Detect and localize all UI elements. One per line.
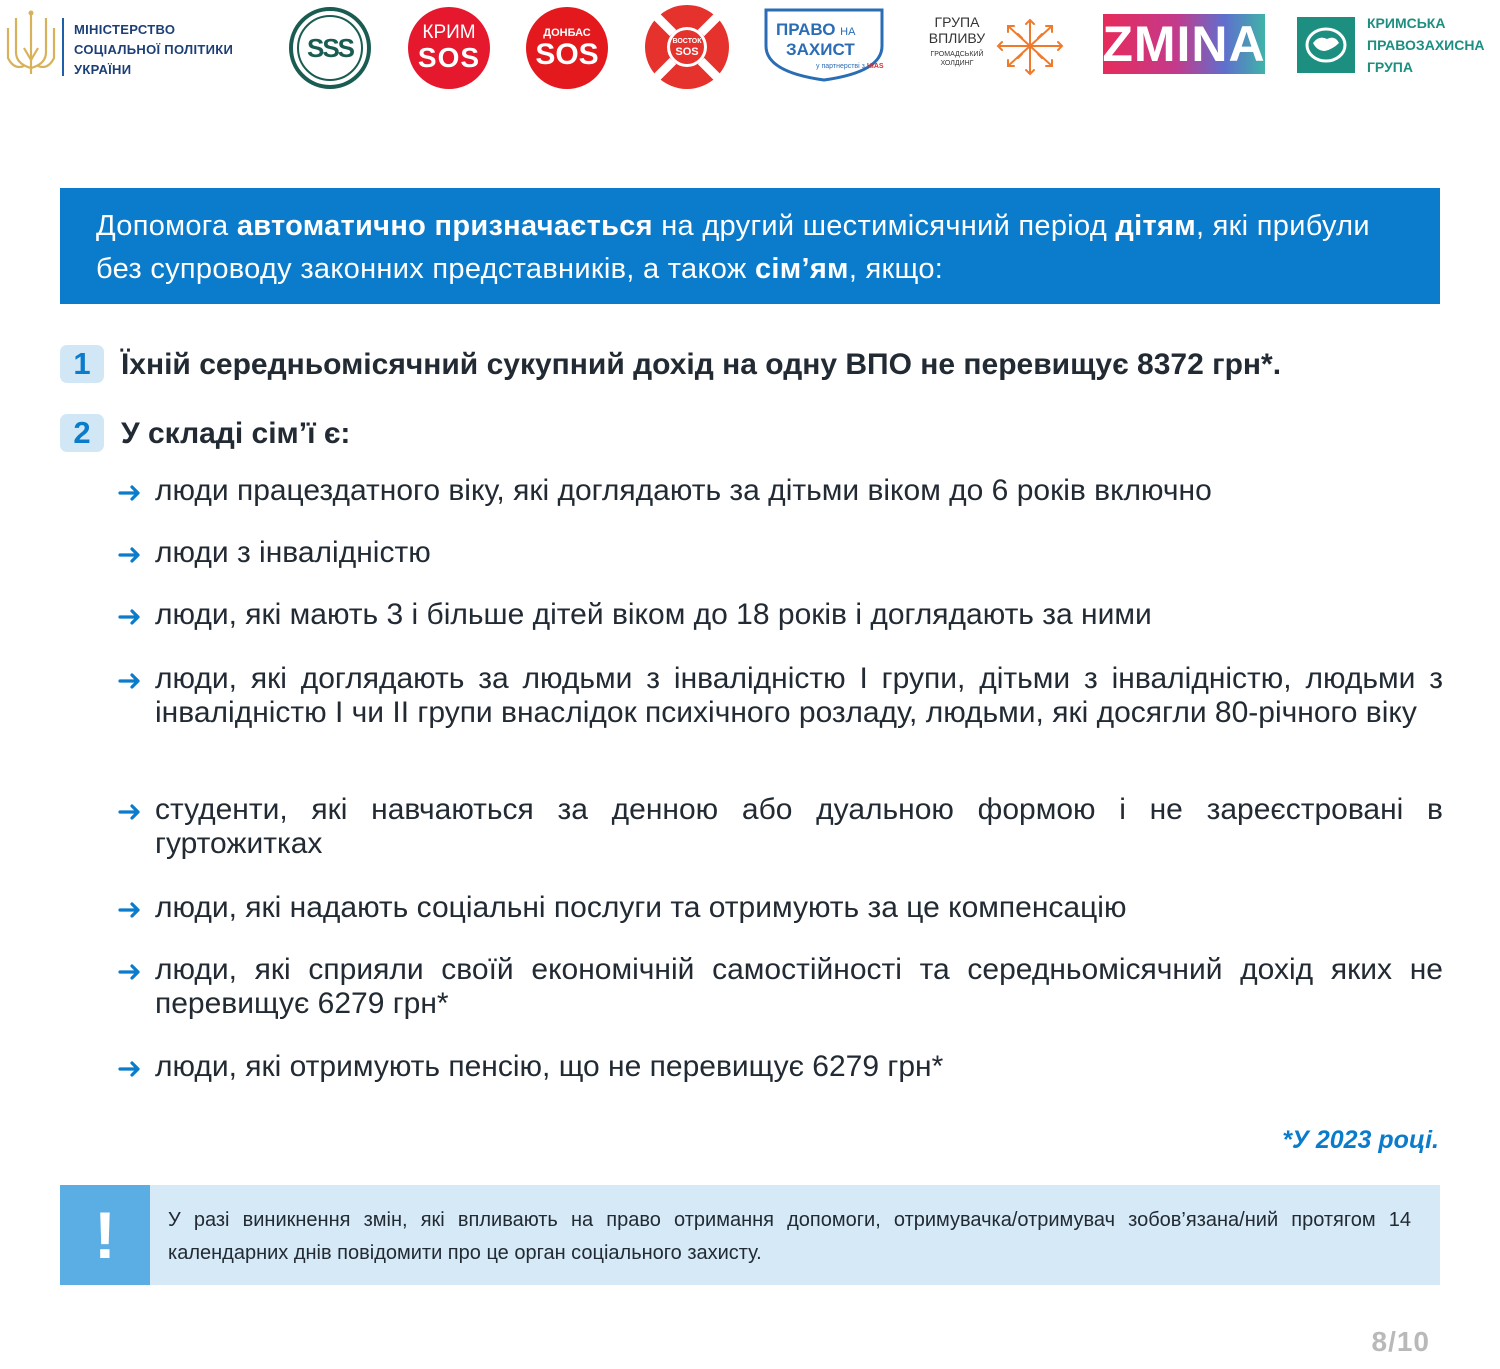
- list-item-text: люди, які сприяли своїй економічній самостійності та середньомісячний дохід яких не перевищує 6279 грн*: [155, 953, 1443, 1020]
- list-item: [118, 953, 1443, 1021]
- list-item-text: люди, які отримують пенсію, що не перевищує 6279 грн*: [155, 1050, 944, 1083]
- grupa-vplyvu-logo: [918, 12, 1078, 88]
- list-item-text: люди з інвалідністю: [155, 536, 431, 569]
- exclamation-icon: !: [60, 1185, 150, 1285]
- list-item: [118, 1050, 1443, 1084]
- grupa-title: [922, 14, 992, 46]
- grupa-line: ХОЛДИНГ: [940, 60, 974, 67]
- list-item-text: люди, які надають соціальні послуги та отримують за це компенсацію: [155, 891, 1127, 924]
- krym-sos-top: КРИМ: [422, 22, 476, 43]
- list-item-text: студенти, які навчаються за денною або дуальною формою і не зареєстровані в гуртожитках: [155, 793, 1443, 860]
- banner-emphasis: сім’ям: [754, 253, 849, 285]
- ministry-logo: [4, 8, 264, 88]
- banner-text: Допомога: [96, 210, 237, 242]
- donbas-sos-top: ДОНБАС: [543, 27, 591, 39]
- arrow-right-icon: [118, 673, 142, 689]
- list-item-text: люди, які доглядають за людьми з інвалідністю І групи, дітьми з інвалідністю, людьми з інвалідністю І чи ІІ групи внаслідок психічного розладу, людьми, які досягли 80-річного віку: [155, 662, 1443, 729]
- list-item: [118, 891, 1443, 925]
- condition-text: У складі сім’ї є:: [121, 417, 351, 450]
- pravo-partner-text: у партнерстві з: [816, 63, 865, 70]
- notice-box: [60, 1185, 1440, 1285]
- list-item: [118, 536, 1443, 570]
- krym-sos-bottom: SOS: [417, 42, 481, 73]
- ministry-name: [74, 20, 233, 80]
- pravo-na-zakhyst-logo: [762, 6, 892, 82]
- arrow-right-icon: [118, 485, 142, 501]
- kpg-line: ГРУПА: [1367, 59, 1413, 75]
- arrows-burst-icon: [988, 12, 1072, 80]
- kpg-line: КРИМСЬКА: [1367, 15, 1446, 31]
- banner-text: на другий шестимісячний період: [652, 210, 1116, 242]
- donbas-sos-logo: [526, 7, 608, 89]
- pravo-word: ПРАВО: [776, 20, 836, 39]
- trident-emblem-icon: [4, 8, 58, 78]
- banner-text: , які прибули без супроводу законних представників, а також: [96, 210, 1370, 285]
- arrow-right-icon: [118, 1061, 142, 1077]
- zmina-logo: ZMINA: [1102, 16, 1266, 72]
- grupa-line: ГРОМАДСЬКИЙ: [930, 51, 984, 58]
- pravo-line3: [816, 63, 884, 70]
- crimea-map-icon: [1297, 17, 1355, 73]
- vostok-sos-bottom: SOS: [675, 46, 699, 58]
- grupa-line: ГРУПА: [934, 14, 980, 30]
- page-number: 8/10: [1371, 1326, 1430, 1357]
- list-item: [118, 474, 1443, 508]
- list-item: [118, 598, 1443, 632]
- sss-logo: [289, 7, 371, 89]
- krym-sos-logo: [408, 7, 490, 89]
- lifebuoy-icon: [643, 3, 731, 91]
- notice-text: У разі виникнення змін, які впливають на право отримання допомоги, отримувачка/отримувач зобов’язана/ний протягом 14 календарних днів повідомити про це орган соціального захисту.: [168, 1209, 1411, 1264]
- condition-text: Їхній середньомісячний сукупний дохід на одну ВПО не перевищує 8372 грн*.: [121, 348, 1282, 381]
- list-item-text: люди працездатного віку, які доглядають за дітьми віком до 6 років включно: [155, 474, 1212, 507]
- arrow-right-icon: [118, 902, 142, 918]
- list-item-text: люди, які мають 3 і більше дітей віком до 18 років і доглядають за ними: [155, 598, 1152, 631]
- vostok-sos-logo: [643, 3, 731, 91]
- arrow-right-icon: [118, 964, 142, 980]
- arrow-right-icon: [118, 547, 142, 563]
- list-item: [118, 662, 1443, 730]
- grupa-subtitle: [926, 50, 988, 68]
- crimean-human-rights-group-logo: [1297, 12, 1497, 82]
- vostok-sos-top: ВОСТОК: [672, 38, 702, 45]
- intro-banner: [60, 188, 1440, 304]
- arrow-right-icon: [118, 804, 142, 820]
- kpg-name: [1367, 12, 1485, 78]
- pravo-line2: ЗАХИСТ: [786, 40, 855, 59]
- donbas-sos-bottom: SOS: [535, 38, 599, 71]
- ministry-divider: [62, 18, 64, 76]
- hias-brand: HIAS: [866, 63, 884, 70]
- ministry-line: МІНІСТЕРСТВО: [74, 22, 176, 37]
- ministry-line: УКРАЇНИ: [74, 62, 132, 77]
- banner-emphasis: дітям: [1115, 210, 1196, 242]
- partner-logos-strip: [0, 0, 1500, 100]
- banner-text: , якщо:: [848, 253, 944, 285]
- footnote: *У 2023 році.: [1282, 1126, 1439, 1154]
- list-item: [118, 793, 1443, 861]
- grupa-line: ВПЛИВУ: [928, 30, 986, 46]
- condition-number-badge: 2: [60, 414, 104, 452]
- condition-number-badge: 1: [60, 345, 104, 383]
- ministry-line: СОЦІАЛЬНОЇ ПОЛІТИКИ: [74, 42, 234, 57]
- pravo-small-word: НА: [840, 26, 856, 38]
- sss-logo-text: SSS: [297, 15, 363, 81]
- pravo-line1: [776, 20, 855, 40]
- arrow-right-icon: [118, 609, 142, 625]
- kpg-line: ПРАВОЗАХИСНА: [1367, 37, 1485, 53]
- banner-emphasis: автоматично призначається: [236, 210, 653, 242]
